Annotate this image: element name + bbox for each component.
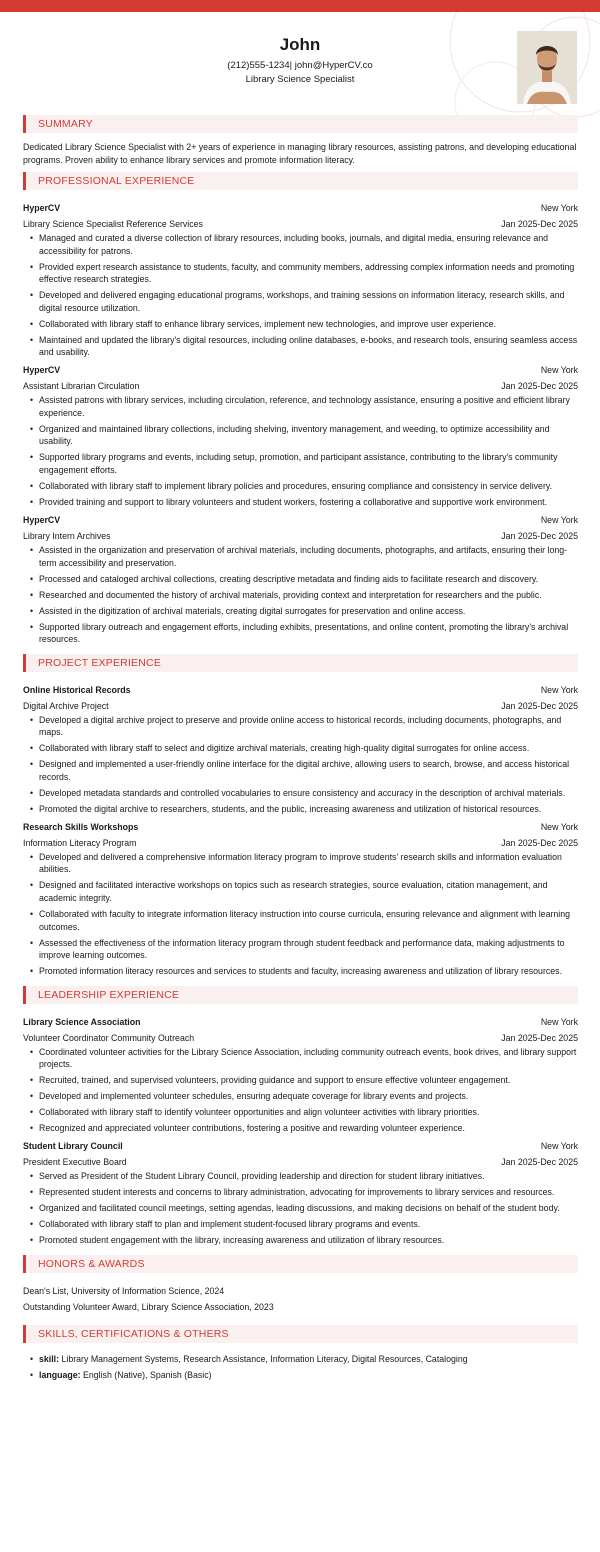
skill-item xyxy=(39,1369,578,1382)
honor-item: Dean's List, University of Information Science, 2024 xyxy=(23,1285,225,1296)
honors-list xyxy=(23,1283,578,1315)
bullet-item: • Assisted in the digitization of archival materials, creating digital surrogates for preservation and online access. xyxy=(39,605,578,618)
entry-bullets xyxy=(23,232,578,359)
entry-header-row xyxy=(23,819,578,835)
entry-role-row xyxy=(23,1154,578,1170)
entry-role: Assistant Librarian Circulation xyxy=(23,381,140,392)
entry-header-row xyxy=(23,362,578,378)
entry-role: Library Science Specialist Reference Services xyxy=(23,219,203,229)
entry-dates: Jan 2025-Dec 2025 xyxy=(501,837,578,848)
entry-role: Information Literacy Program xyxy=(23,837,137,848)
bullet-item: • Developed a digital archive project to preserve and provide online access to historical records, including documents, photographs, and maps. xyxy=(39,714,578,739)
bullet-item: • Promoted the digital archive to researchers, students, and the public, increasing awareness and utilization of historical resources. xyxy=(39,803,578,816)
bullet-item: • Supported library programs and events, including setup, promotion, and participant assistance, contributing to the library's community engagement efforts. xyxy=(39,451,578,476)
skill-label: language: xyxy=(39,1369,81,1380)
bullet-item: • Collaborated with library staff to identify volunteer opportunities and align volunteer activities with library priorities. xyxy=(39,1106,578,1119)
entry-role-row xyxy=(23,835,578,851)
top-accent-bar xyxy=(0,0,600,12)
entry-role: President Executive Board xyxy=(23,1157,127,1168)
entry-location: New York xyxy=(540,1141,578,1152)
entry-bullets xyxy=(23,851,578,978)
bullet-item: • Processed and cataloged archival collections, creating descriptive metadata and finding aids to facilitate research and discovery. xyxy=(39,573,578,586)
entry-organization: Library Science Association xyxy=(23,1016,141,1027)
entry-location: New York xyxy=(540,821,578,832)
entry-bullets xyxy=(23,394,578,508)
bullet-item: • Recognized and appreciated volunteer contributions, fostering a positive and rewarding volunteer experience. xyxy=(39,1122,578,1135)
bullet-item: • Recruited, trained, and supervised volunteers, providing guidance and support to ensure effective volunteer engagement. xyxy=(39,1074,578,1087)
entry-header-row xyxy=(23,1138,578,1154)
bullet-item: • Supported library outreach and engagement efforts, including exhibits, presentations, and online content, promoting the library's archival resources. xyxy=(39,621,578,646)
leadership-entries xyxy=(23,1014,578,1247)
bullet-item: • Developed metadata standards and controlled vocabularies to ensure consistency and accuracy in the description of archival materials. xyxy=(39,787,578,800)
entry-role-row xyxy=(23,1030,578,1046)
bullet-item: • Collaborated with library staff to plan and implement student-focused library programs and events. xyxy=(39,1218,578,1231)
entry-location: New York xyxy=(540,684,578,695)
skill-item xyxy=(39,1353,578,1366)
skills-list xyxy=(23,1353,578,1382)
bullet-item: • Organized and facilitated council meetings, setting agendas, leading discussions, and making decisions on behalf of the student body. xyxy=(39,1202,578,1215)
resume-body xyxy=(23,115,578,1385)
entry-location: New York xyxy=(540,515,578,525)
entry-bullets xyxy=(23,544,578,646)
leadership-section-header xyxy=(23,986,578,1004)
entry-dates: Jan 2025-Dec 2025 xyxy=(501,219,578,229)
skill-value: Library Management Systems, Research Assistance, Information Literacy, Digital Resources, Cataloging xyxy=(61,1353,468,1364)
entry-organization: HyperCV xyxy=(23,515,61,525)
entry-role-row xyxy=(23,698,578,714)
bullet-item: • Provided expert research assistance to students, faculty, and community members, addressing complex information needs and promoting effective research strategies. xyxy=(39,261,578,286)
bullet-item: • Organized and maintained library collections, including shelving, inventory management, and weeding, to optimize accessibility and usability. xyxy=(39,423,578,448)
entry-organization: Student Library Council xyxy=(23,1141,123,1152)
summary-section-header xyxy=(23,115,578,133)
entry-role: Library Intern Archives xyxy=(23,531,111,541)
entry-role-row xyxy=(23,528,578,544)
entry-dates: Jan 2025-Dec 2025 xyxy=(501,381,578,392)
projects-section-header xyxy=(23,654,578,672)
bullet-item: • Developed and delivered engaging educational programs, workshops, and training sessions on information literacy, research skills, and digital resource utilization. xyxy=(39,289,578,314)
bullet-item: • Developed and delivered a comprehensive information literacy program to improve students' research skills and information evaluation abilities. xyxy=(39,851,578,876)
bullet-item: • Assessed the effectiveness of the information literacy program through student feedback and performance data, making adjustments to improve learning outcomes. xyxy=(39,937,578,962)
entry-location: New York xyxy=(540,1016,578,1027)
bullet-item: • Coordinated volunteer activities for the Library Science Association, including community outreach events, book drives, and library support projects. xyxy=(39,1046,578,1071)
professional-entries xyxy=(23,200,578,646)
entry-header-row xyxy=(23,200,578,216)
honors-section-header xyxy=(23,1255,578,1273)
projects-heading: PROJECT EXPERIENCE xyxy=(38,656,162,669)
bullet-item: • Maintained and updated the library's digital resources, including online databases, e-books, and research tools, ensuring seamless access and usability. xyxy=(39,334,578,359)
entry-header-row xyxy=(23,1014,578,1030)
summary-heading: SUMMARY xyxy=(38,118,93,130)
honors-heading: HONORS & AWARDS xyxy=(38,1257,145,1270)
honor-item: Outstanding Volunteer Award, Library Science Association, 2023 xyxy=(23,1301,274,1312)
entry-location: New York xyxy=(540,365,578,376)
entry-header-row xyxy=(23,682,578,698)
entry-role: Volunteer Coordinator Community Outreach xyxy=(23,1032,195,1043)
entry-dates: Jan 2025-Dec 2025 xyxy=(501,531,578,541)
bullet-item: • Managed and curated a diverse collection of library resources, including books, journals, and digital media, ensuring relevance and accessibility for patrons. xyxy=(39,232,578,257)
entry-role-row xyxy=(23,378,578,394)
bullet-item: • Promoted student engagement with the library, increasing awareness and utilization of library resources. xyxy=(39,1234,578,1247)
skill-value: English (Native), Spanish (Basic) xyxy=(83,1369,212,1380)
entry-dates: Jan 2025-Dec 2025 xyxy=(501,1157,578,1168)
entry-organization: HyperCV xyxy=(23,203,61,213)
bullet-item: • Collaborated with library staff to select and digitize archival materials, creating high-quality digital surrogates for online access. xyxy=(39,742,578,755)
entry-dates: Jan 2025-Dec 2025 xyxy=(501,1032,578,1043)
bullet-item: • Assisted patrons with library services, including circulation, reference, and technology assistance, ensuring a positive and efficient library experience. xyxy=(39,394,578,419)
entry-role: Digital Archive Project xyxy=(23,700,109,711)
bullet-item: • Assisted in the organization and preservation of archival materials, including documents, photographs, and artifacts, ensuring their long-term accessibility and preservation. xyxy=(39,544,578,569)
summary-text: Dedicated Library Science Specialist with 2+ years of experience in managing library resources, assisting patrons, and developing educational programs. Proven ability to enhance library services and promote information literacy. xyxy=(23,142,577,165)
bullet-item: • Represented student interests and concerns to library administration, advocating for improvements to library services and resources. xyxy=(39,1186,578,1199)
entry-organization: HyperCV xyxy=(23,365,61,376)
skills-section-header xyxy=(23,1325,578,1343)
bullet-item: • Served as President of the Student Library Council, providing leadership and direction for student library initiatives. xyxy=(39,1170,578,1183)
bullet-item: • Designed and implemented a user-friendly online interface for the digital archive, allowing users to search, browse, and access historical records. xyxy=(39,758,578,783)
bullet-item: • Researched and documented the history of archival materials, providing context and interpretation for researchers and the public. xyxy=(39,589,578,602)
candidate-name: John xyxy=(279,35,321,54)
resume-header xyxy=(0,34,600,87)
skills-heading: SKILLS, CERTIFICATIONS & OTHERS xyxy=(38,1327,229,1340)
leadership-heading: LEADERSHIP EXPERIENCE xyxy=(38,988,180,1001)
bullet-item: • Designed and facilitated interactive workshops on topics such as research strategies, source evaluation, citation management, and academic integrity. xyxy=(39,879,578,904)
bullet-item: • Collaborated with library staff to implement library policies and procedures, ensuring compliance and consistency in service delivery. xyxy=(39,480,578,493)
contact-info: (212)555-1234| john@HyperCV.co xyxy=(227,60,373,71)
entry-organization: Online Historical Records xyxy=(23,684,131,695)
person-photo-icon xyxy=(517,31,577,104)
candidate-title: Library Science Specialist xyxy=(245,74,355,85)
skill-label: skill: xyxy=(39,1353,60,1364)
entry-dates: Jan 2025-Dec 2025 xyxy=(501,700,578,711)
entry-bullets xyxy=(23,1170,578,1247)
project-entries xyxy=(23,682,578,978)
entry-bullets xyxy=(23,1046,578,1135)
entry-bullets xyxy=(23,714,578,816)
bullet-item: • Collaborated with library staff to enhance library services, implement new technologies, and improve user experience. xyxy=(39,318,578,331)
bullet-item: • Developed and implemented volunteer schedules, ensuring adequate coverage for library events and projects. xyxy=(39,1090,578,1103)
professional-heading: PROFESSIONAL EXPERIENCE xyxy=(38,175,195,187)
entry-location: New York xyxy=(540,203,578,213)
entry-organization: Research Skills Workshops xyxy=(23,821,139,832)
professional-section-header xyxy=(23,172,578,190)
profile-photo xyxy=(517,31,577,104)
bullet-item: • Collaborated with faculty to integrate information literacy instruction into course curricula, ensuring relevance and alignment with learning outcomes. xyxy=(39,908,578,933)
bullet-item: • Promoted information literacy resources and services to students and faculty, increasing awareness and utilization of library resources. xyxy=(39,965,578,978)
entry-role-row xyxy=(23,216,578,232)
bullet-item: • Provided training and support to library volunteers and student workers, fostering a collaborative and supportive work environment. xyxy=(39,496,578,509)
entry-header-row xyxy=(23,512,578,528)
